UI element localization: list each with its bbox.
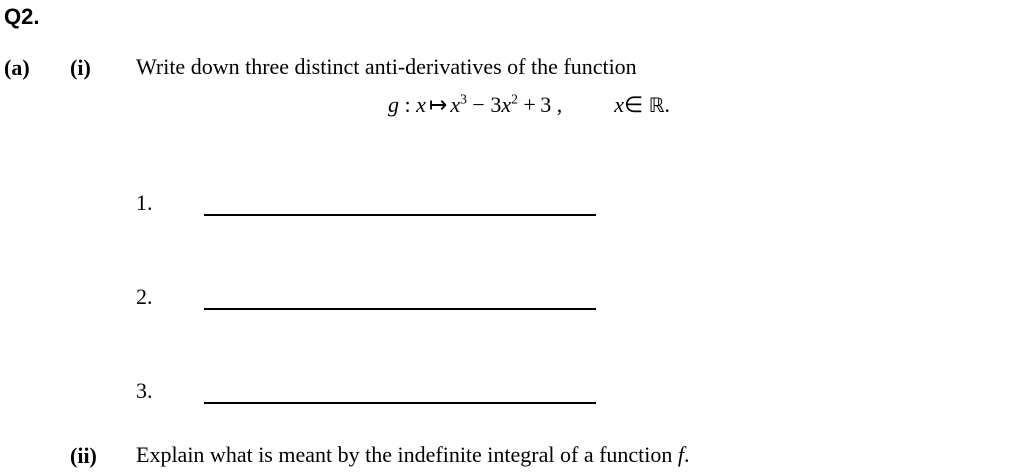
answer-slot-number: 1. [136,190,153,215]
question-text-ii-period: . [684,442,690,467]
question-text-ii-main: Explain what is meant by the indefinite integral of a function [136,442,673,467]
formula-g-of-x: g : x ↦ $x^3 - 3x^2 + 3$ , x∈ ℝ. [388,91,670,117]
answer-slot-number: 2. [136,284,153,309]
part-label-a: (a) [4,55,30,80]
answer-slot-3 [136,378,606,408]
answer-slot-1 [136,190,606,220]
answer-write-line[interactable] [204,402,596,404]
question-number: Q2. [4,4,40,29]
function-variable-f: f [677,442,685,467]
answer-write-line[interactable] [204,214,596,216]
answer-slot-2 [136,284,606,314]
answer-slot-number: 3. [136,378,153,403]
answer-write-line[interactable] [204,308,596,310]
subpart-label-ii: (ii) [70,443,97,468]
question-text-i: Write down three distinct anti-derivatives of the function [136,54,637,79]
subpart-label-i: (i) [70,55,91,80]
question-text-ii [136,442,690,468]
